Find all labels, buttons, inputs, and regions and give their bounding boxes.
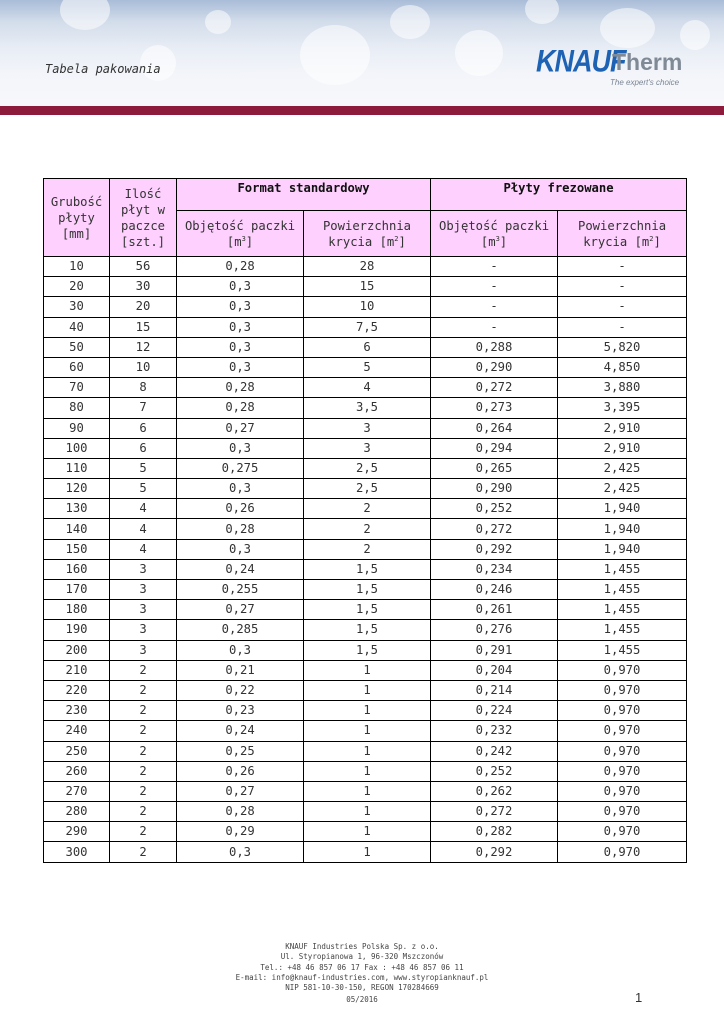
cell-milled-coverage: 0,970 — [558, 781, 687, 801]
cell-quantity: 2 — [110, 701, 177, 721]
cell-thickness: 170 — [44, 580, 110, 600]
cell-quantity: 56 — [110, 257, 177, 277]
cell-thickness: 260 — [44, 761, 110, 781]
table-row — [44, 559, 687, 579]
table-row — [44, 660, 687, 680]
cell-milled-volume: 0,292 — [431, 842, 558, 862]
cell-thickness: 20 — [44, 277, 110, 297]
cell-thickness: 110 — [44, 458, 110, 478]
cell-standard-volume: 0,25 — [177, 741, 304, 761]
cell-milled-volume: 0,204 — [431, 660, 558, 680]
cell-standard-coverage: 1 — [304, 660, 431, 680]
cell-thickness: 140 — [44, 519, 110, 539]
cell-milled-coverage: 4,850 — [558, 357, 687, 377]
footer-registry: NIP 581-10-30-150, REGON 170284669 — [285, 983, 439, 993]
cell-standard-coverage: 10 — [304, 297, 431, 317]
cell-standard-volume: 0,285 — [177, 620, 304, 640]
cell-quantity: 2 — [110, 721, 177, 741]
cell-milled-volume: 0,246 — [431, 580, 558, 600]
cell-standard-coverage: 1 — [304, 721, 431, 741]
cell-standard-coverage: 2 — [304, 519, 431, 539]
cell-milled-coverage: 0,970 — [558, 822, 687, 842]
cell-quantity: 15 — [110, 317, 177, 337]
table-row — [44, 822, 687, 842]
cell-standard-coverage: 2,5 — [304, 479, 431, 499]
cell-standard-volume: 0,28 — [177, 378, 304, 398]
table-row — [44, 620, 687, 640]
cell-milled-coverage: 1,940 — [558, 539, 687, 559]
footer-phone: Tel.: +48 46 857 06 17 Fax : +48 46 857 06 11 — [260, 962, 464, 972]
cell-standard-volume: 0,29 — [177, 822, 304, 842]
cell-standard-coverage: 15 — [304, 277, 431, 297]
cell-quantity: 2 — [110, 781, 177, 801]
cell-standard-volume: 0,3 — [177, 539, 304, 559]
cell-milled-volume: 0,288 — [431, 337, 558, 357]
cell-thickness: 10 — [44, 257, 110, 277]
cell-quantity: 3 — [110, 620, 177, 640]
cell-thickness: 210 — [44, 660, 110, 680]
cell-thickness: 290 — [44, 822, 110, 842]
cell-standard-volume: 0,3 — [177, 337, 304, 357]
cell-milled-coverage: 1,455 — [558, 620, 687, 640]
cell-standard-coverage: 1 — [304, 822, 431, 842]
cell-thickness: 30 — [44, 297, 110, 317]
cell-quantity: 10 — [110, 357, 177, 377]
cell-standard-coverage: 2 — [304, 499, 431, 519]
cell-milled-coverage: - — [558, 277, 687, 297]
cell-thickness: 300 — [44, 842, 110, 862]
cell-milled-coverage: 5,820 — [558, 337, 687, 357]
cell-quantity: 3 — [110, 580, 177, 600]
cell-quantity: 5 — [110, 458, 177, 478]
cell-milled-volume: 0,273 — [431, 398, 558, 418]
cell-quantity: 2 — [110, 680, 177, 700]
table-row — [44, 317, 687, 337]
cell-thickness: 40 — [44, 317, 110, 337]
cell-milled-coverage: - — [558, 297, 687, 317]
cell-standard-volume: 0,3 — [177, 297, 304, 317]
header-standard-coverage: Powierzchnia krycia $[m^2]$ — [304, 211, 431, 257]
cell-milled-volume: 0,252 — [431, 499, 558, 519]
footer-company: KNAUF Industries Polska Sp. z o.o. — [285, 942, 439, 951]
cell-milled-coverage: 2,425 — [558, 458, 687, 478]
cell-milled-coverage: 0,970 — [558, 680, 687, 700]
cell-thickness: 60 — [44, 357, 110, 377]
cell-quantity: 5 — [110, 479, 177, 499]
cell-milled-coverage: 0,970 — [558, 802, 687, 822]
cell-quantity: 20 — [110, 297, 177, 317]
cell-standard-coverage: 1 — [304, 741, 431, 761]
footer-contact — [0, 942, 724, 993]
table-row — [44, 378, 687, 398]
cell-milled-volume: 0,272 — [431, 378, 558, 398]
cell-milled-volume: 0,264 — [431, 418, 558, 438]
cell-thickness: 190 — [44, 620, 110, 640]
page-number: 1 — [635, 990, 643, 1005]
cell-milled-volume: 0,232 — [431, 721, 558, 741]
table-row — [44, 761, 687, 781]
cell-milled-volume: 0,292 — [431, 539, 558, 559]
table-row — [44, 499, 687, 519]
cell-milled-coverage: - — [558, 317, 687, 337]
cell-standard-coverage: 1 — [304, 842, 431, 862]
cell-thickness: 120 — [44, 479, 110, 499]
cell-milled-volume: 0,294 — [431, 438, 558, 458]
cell-milled-volume: 0,214 — [431, 680, 558, 700]
table-row — [44, 357, 687, 377]
cell-milled-volume: 0,224 — [431, 701, 558, 721]
cell-quantity: 6 — [110, 438, 177, 458]
cell-milled-volume: 0,272 — [431, 519, 558, 539]
cell-milled-volume: 0,291 — [431, 640, 558, 660]
cell-milled-coverage: 0,970 — [558, 701, 687, 721]
table-row — [44, 680, 687, 700]
table-row — [44, 842, 687, 862]
cell-milled-volume: 0,242 — [431, 741, 558, 761]
table-row — [44, 458, 687, 478]
table-row — [44, 277, 687, 297]
cell-thickness: 150 — [44, 539, 110, 559]
cell-standard-coverage: 1 — [304, 680, 431, 700]
logo-product: Therm — [612, 49, 683, 75]
cell-standard-coverage: 1,5 — [304, 640, 431, 660]
cell-quantity: 4 — [110, 519, 177, 539]
logo-tagline: The expert's choice — [610, 78, 680, 87]
cell-milled-coverage: 3,395 — [558, 398, 687, 418]
table-row — [44, 580, 687, 600]
cell-quantity: 3 — [110, 559, 177, 579]
cell-standard-coverage: 5 — [304, 357, 431, 377]
table-row — [44, 721, 687, 741]
cell-thickness: 90 — [44, 418, 110, 438]
cell-standard-coverage: 1,5 — [304, 580, 431, 600]
cell-quantity: 12 — [110, 337, 177, 357]
cell-thickness: 200 — [44, 640, 110, 660]
cell-standard-volume: 0,3 — [177, 640, 304, 660]
table-row — [44, 519, 687, 539]
cell-standard-volume: 0,3 — [177, 438, 304, 458]
table-row — [44, 297, 687, 317]
table-row — [44, 781, 687, 801]
cell-thickness: 230 — [44, 701, 110, 721]
cell-thickness: 220 — [44, 680, 110, 700]
cell-milled-volume: 0,252 — [431, 761, 558, 781]
cell-milled-volume: 0,276 — [431, 620, 558, 640]
cell-standard-coverage: 2,5 — [304, 458, 431, 478]
cell-milled-volume: 0,262 — [431, 781, 558, 801]
cell-quantity: 7 — [110, 398, 177, 418]
cell-milled-coverage: 0,970 — [558, 721, 687, 741]
cell-standard-volume: 0,27 — [177, 600, 304, 620]
cell-quantity: 2 — [110, 842, 177, 862]
cell-standard-volume: 0,28 — [177, 257, 304, 277]
cell-standard-volume: 0,275 — [177, 458, 304, 478]
cell-standard-volume: 0,24 — [177, 559, 304, 579]
knauf-therm-logo — [536, 44, 686, 94]
header-milled-coverage: Powierzchnia krycia $[m^2]$ — [558, 211, 687, 257]
table-row — [44, 398, 687, 418]
cell-milled-volume: 0,265 — [431, 458, 558, 478]
cell-standard-coverage: 2 — [304, 539, 431, 559]
cell-standard-volume: 0,27 — [177, 781, 304, 801]
cell-standard-coverage: 3 — [304, 418, 431, 438]
cell-milled-coverage: 1,455 — [558, 600, 687, 620]
cell-milled-coverage: 1,455 — [558, 640, 687, 660]
header-standard-volume: Objętość paczki $[m^3]$ — [177, 211, 304, 257]
cell-milled-volume: 0,282 — [431, 822, 558, 842]
cell-milled-coverage: - — [558, 257, 687, 277]
table-row — [44, 418, 687, 438]
cell-milled-coverage: 0,970 — [558, 660, 687, 680]
cell-standard-coverage: 7,5 — [304, 317, 431, 337]
cell-milled-volume: - — [431, 297, 558, 317]
cell-quantity: 3 — [110, 640, 177, 660]
cell-quantity: 2 — [110, 802, 177, 822]
cell-standard-coverage: 3 — [304, 438, 431, 458]
table-row — [44, 741, 687, 761]
cell-milled-coverage: 0,970 — [558, 842, 687, 862]
cell-milled-volume: 0,234 — [431, 559, 558, 579]
cell-thickness: 250 — [44, 741, 110, 761]
footer-date: 05/2016 — [346, 995, 378, 1004]
cell-standard-volume: 0,22 — [177, 680, 304, 700]
cell-standard-coverage: 28 — [304, 257, 431, 277]
header-quantity: Ilość płyt w paczce [szt.] — [110, 179, 177, 257]
cell-quantity: 2 — [110, 761, 177, 781]
cell-milled-volume: 0,261 — [431, 600, 558, 620]
cell-standard-coverage: 1,5 — [304, 620, 431, 640]
cell-thickness: 80 — [44, 398, 110, 418]
cell-thickness: 180 — [44, 600, 110, 620]
table-body — [44, 257, 687, 863]
header-thickness: Grubość płyty [mm] — [44, 179, 110, 257]
cell-milled-coverage: 2,425 — [558, 479, 687, 499]
cell-milled-volume: 0,272 — [431, 802, 558, 822]
cell-standard-coverage: 1 — [304, 701, 431, 721]
cell-quantity: 4 — [110, 539, 177, 559]
table-row — [44, 438, 687, 458]
cell-standard-volume: 0,3 — [177, 842, 304, 862]
table-row — [44, 337, 687, 357]
document-title: Tabela pakowania — [45, 62, 161, 76]
cell-standard-volume: 0,23 — [177, 701, 304, 721]
packaging-table — [43, 178, 687, 863]
header-standard-format: Format standardowy — [177, 179, 431, 211]
cell-standard-volume: 0,3 — [177, 479, 304, 499]
cell-milled-volume: - — [431, 277, 558, 297]
cell-thickness: 160 — [44, 559, 110, 579]
logo-brand: KNAUF — [536, 44, 626, 79]
cell-milled-coverage: 1,455 — [558, 580, 687, 600]
cell-standard-volume: 0,21 — [177, 660, 304, 680]
header-accent-bar — [0, 106, 724, 115]
cell-standard-coverage: 3,5 — [304, 398, 431, 418]
table-row — [44, 701, 687, 721]
cell-standard-volume: 0,255 — [177, 580, 304, 600]
cell-standard-volume: 0,3 — [177, 357, 304, 377]
cell-standard-volume: 0,28 — [177, 398, 304, 418]
cell-thickness: 240 — [44, 721, 110, 741]
cell-standard-coverage: 1,5 — [304, 559, 431, 579]
cell-quantity: 30 — [110, 277, 177, 297]
cell-milled-volume: 0,290 — [431, 479, 558, 499]
cell-standard-volume: 0,28 — [177, 519, 304, 539]
table-row — [44, 479, 687, 499]
cell-standard-volume: 0,26 — [177, 499, 304, 519]
cell-standard-volume: 0,24 — [177, 721, 304, 741]
cell-milled-coverage: 2,910 — [558, 418, 687, 438]
cell-milled-volume: - — [431, 257, 558, 277]
cell-milled-coverage: 1,940 — [558, 499, 687, 519]
table-row — [44, 257, 687, 277]
cell-standard-volume: 0,3 — [177, 317, 304, 337]
cell-quantity: 4 — [110, 499, 177, 519]
cell-milled-coverage: 1,455 — [558, 559, 687, 579]
cell-quantity: 3 — [110, 600, 177, 620]
cell-milled-coverage: 3,880 — [558, 378, 687, 398]
cell-quantity: 2 — [110, 822, 177, 842]
cell-standard-volume: 0,26 — [177, 761, 304, 781]
table-row — [44, 640, 687, 660]
cell-standard-coverage: 4 — [304, 378, 431, 398]
cell-thickness: 270 — [44, 781, 110, 801]
cell-milled-coverage: 1,940 — [558, 519, 687, 539]
cell-milled-coverage: 2,910 — [558, 438, 687, 458]
footer-address: Ul. Styropianowa 1, 96-320 Mszczonów — [280, 952, 444, 962]
header-milled-boards: Płyty frezowane — [431, 179, 687, 211]
cell-quantity: 8 — [110, 378, 177, 398]
cell-milled-volume: - — [431, 317, 558, 337]
cell-standard-volume: 0,27 — [177, 418, 304, 438]
cell-quantity: 6 — [110, 418, 177, 438]
cell-thickness: 70 — [44, 378, 110, 398]
cell-standard-coverage: 1 — [304, 761, 431, 781]
table-row — [44, 600, 687, 620]
cell-standard-coverage: 6 — [304, 337, 431, 357]
footer-email: E-mail: info@knauf-industries.com, www.styropianknauf.pl — [235, 972, 489, 982]
cell-standard-volume: 0,3 — [177, 277, 304, 297]
cell-thickness: 50 — [44, 337, 110, 357]
cell-standard-coverage: 1 — [304, 802, 431, 822]
cell-standard-volume: 0,28 — [177, 802, 304, 822]
cell-milled-coverage: 0,970 — [558, 761, 687, 781]
page-header — [0, 0, 724, 106]
cell-milled-volume: 0,290 — [431, 357, 558, 377]
cell-standard-coverage: 1,5 — [304, 600, 431, 620]
cell-milled-coverage: 0,970 — [558, 741, 687, 761]
cell-thickness: 100 — [44, 438, 110, 458]
cell-quantity: 2 — [110, 660, 177, 680]
header-milled-volume: Objętość paczki $[m^3]$ — [431, 211, 558, 257]
table-row — [44, 802, 687, 822]
cell-thickness: 280 — [44, 802, 110, 822]
cell-thickness: 130 — [44, 499, 110, 519]
cell-quantity: 2 — [110, 741, 177, 761]
table-row — [44, 539, 687, 559]
cell-standard-coverage: 1 — [304, 781, 431, 801]
